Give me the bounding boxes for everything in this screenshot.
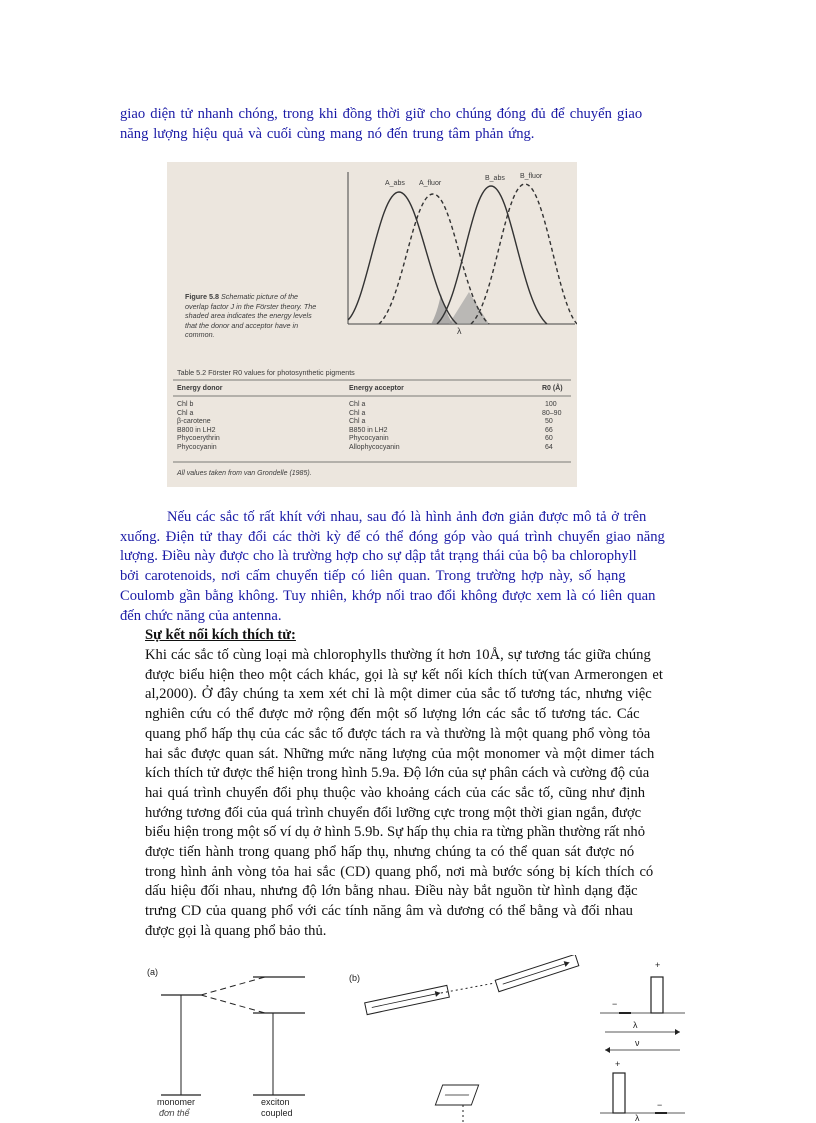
text-line: Khi các sắc tố cùng loại mà chlorophylls thường ít hơn 10Å, sự tương tác giữa chúng xyxy=(145,647,651,663)
minus-sign: − xyxy=(612,999,618,1009)
table-cell: 60 xyxy=(545,435,553,443)
text-line: xuống. Điện tử thay đổi các thời kỳ để có thể đóng góp vào quá trình chuyển giao năng xyxy=(120,528,665,545)
monomer-label: monomer xyxy=(157,1097,196,1107)
panel-a-label: (a) xyxy=(147,967,158,977)
table-cell: Chl a xyxy=(349,409,366,417)
wavelength-axis-label: λ xyxy=(457,326,462,336)
figure-caption-title: Figure 5.8 xyxy=(185,292,219,301)
table-row xyxy=(167,401,577,410)
plus-sign: + xyxy=(655,960,661,970)
mid-paragraph xyxy=(120,508,665,626)
text-line: bởi carotenoids, nơi cấm chuyển tiếp có liên quan. Trong trường hợp này, số hạng xyxy=(120,568,626,585)
handwritten-note: đơn thể xyxy=(159,1108,190,1118)
text-line: lượng. Điều này được cho là trường hợp cho sự dập tắt trạng thái của bộ ba chlorophyll xyxy=(120,548,637,565)
peak-label-b-fluor: B_fluor xyxy=(520,173,543,180)
table-cell: B850 in LH2 xyxy=(349,426,388,434)
table-row xyxy=(167,410,577,419)
figure-caption xyxy=(185,292,345,340)
peak-label-b-abs: B_abs xyxy=(485,175,505,182)
table-cell: 80–90 xyxy=(542,409,562,417)
forster-overlap-figure xyxy=(167,162,577,487)
table-cell: β-carotene xyxy=(177,418,211,426)
table-title: Table 5.2 Förster R0 values for photosynthetic pigments xyxy=(177,368,355,377)
panel-b-label: (b) xyxy=(349,973,360,983)
table-cell: Chl a xyxy=(177,409,194,417)
caption-line: overlap factor J in the Förster theory. The xyxy=(185,301,317,311)
table-cell: Chl a xyxy=(349,401,366,408)
table-header-acceptor: Energy acceptor xyxy=(349,385,404,392)
caption-line: shaded area indicates the energy levels xyxy=(185,311,312,320)
top-paragraph xyxy=(120,105,642,144)
peak-label-a-fluor: A_fluor xyxy=(419,180,442,187)
text-line: biểu hiện trong một số ví dụ ở hình 5.9b. Sự hấp thụ chia ra từng phần thường rất nhỏ xyxy=(145,824,646,841)
text-line: al,2000). Ở đây chúng ta xem xét chỉ là một dimer của sắc tố tương tác, nhưng việc xyxy=(145,686,652,703)
table-row xyxy=(167,444,577,453)
text-line: nghiên cứu có thể được mở rộng đến một số lượng lớn các sắc tố tương tác. Các xyxy=(145,706,640,723)
nu-label: ν xyxy=(635,1038,640,1048)
exciton-label: exciton xyxy=(261,1097,290,1107)
text-line: được gọi là quang phổ bảo thủ. xyxy=(145,922,327,939)
body-paragraph xyxy=(145,646,663,942)
table-cell: 64 xyxy=(545,443,553,451)
text-line: đến chức năng của antenna. xyxy=(120,607,282,624)
table-row xyxy=(167,435,577,444)
text-line: được biểu hiện theo một cách khác, gọi là sự kết nối kích thích tử(van Armerongen et xyxy=(145,666,663,683)
exciton-diagram xyxy=(145,955,685,1123)
table-cell: Phycocyanin xyxy=(177,443,217,451)
text-line: trong hình ảnh vòng tỏa hai sắc (CD) quang phổ, nơi mà bước sóng bị kích thích có xyxy=(145,863,654,880)
lambda-label: λ xyxy=(633,1020,638,1030)
caption-line: common. xyxy=(185,330,215,339)
text-line: kích thích tử được thể hiện trong hình 5.9a. Độ lớn của sự phân cách và cường độ của xyxy=(145,765,650,782)
table-cell: Allophycocyanin xyxy=(349,443,400,451)
table-cell: 66 xyxy=(545,426,553,434)
text-line: được tiến hành trong quang phổ hấp thụ, nhưng chúng ta có thể quan sát được nó xyxy=(145,844,635,861)
lambda-label: λ xyxy=(635,1113,640,1123)
text-line: hướng tương đối của quá trình chuyển đổi lưỡng cực trong một thời gian ngắn, được xyxy=(145,804,642,821)
table-cell: Chl a xyxy=(349,418,366,426)
text-line: Coulomb gần bằng không. Tuy nhiên, khớp nối trao đổi không được xem là có liên quan xyxy=(120,587,656,604)
coupled-label: coupled xyxy=(261,1108,293,1118)
caption-line: Schematic picture of the xyxy=(220,292,299,301)
table-cell: Phycoerythrin xyxy=(177,435,220,443)
text-line: dấu hiệu đối nhau, nhưng độ lớn bằng nhau. Điều này bắt nguồn từ hình dạng đặc xyxy=(145,883,638,900)
exciton-coupling-figure xyxy=(145,955,685,1123)
table-cell: Chl b xyxy=(177,401,194,408)
table-cell: 50 xyxy=(545,418,553,426)
text-line: quang phổ hấp thụ của các sắc tố được tách ra và thường là một quang phổ vòng tỏa xyxy=(145,725,651,742)
caption-line: that the donor and acceptor have in xyxy=(185,320,299,330)
text-line: hai sắc được quan sát. Những mức năng lượng của một monomer và một dimer tách xyxy=(145,745,655,762)
table-body xyxy=(167,401,577,453)
table-row xyxy=(167,427,577,436)
text-line: trưng CD của quang phổ với các tính năng âm và dương có thể bằng và đối nhau xyxy=(145,903,633,920)
table-cell: B800 in LH2 xyxy=(177,426,216,434)
section-heading: Sự kết nối kích thích tử: xyxy=(145,627,296,643)
text-line: giao diện tử nhanh chóng, trong khi đồng thời giữ cho chúng đóng đủ để chuyển giao xyxy=(120,106,643,122)
table-note: All values taken from van Grondelle (1985). xyxy=(177,470,312,477)
text-line: hai quá trình chuyển đổi phụ thuộc vào khoảng cách của các sắc tố, cũng như định xyxy=(145,784,646,801)
text-line: năng lượng hiệu quả và cuối cùng mang nó đến trung tâm phản ứng. xyxy=(120,125,535,142)
table-header-donor: Energy donor xyxy=(177,385,223,392)
plus-sign: + xyxy=(615,1059,621,1069)
table-row xyxy=(167,418,577,427)
table-header-r0: R0 (Å) xyxy=(542,385,563,392)
table-cell: 100 xyxy=(545,401,557,408)
text-line: Nếu các sắc tố rất khít với nhau, sau đó là hình ảnh đơn giản được mô tả ở trên xyxy=(167,509,647,525)
table-cell: Phycocyanin xyxy=(349,435,389,443)
peak-label-a-abs: A_abs xyxy=(385,180,405,187)
minus-sign: − xyxy=(657,1100,663,1110)
